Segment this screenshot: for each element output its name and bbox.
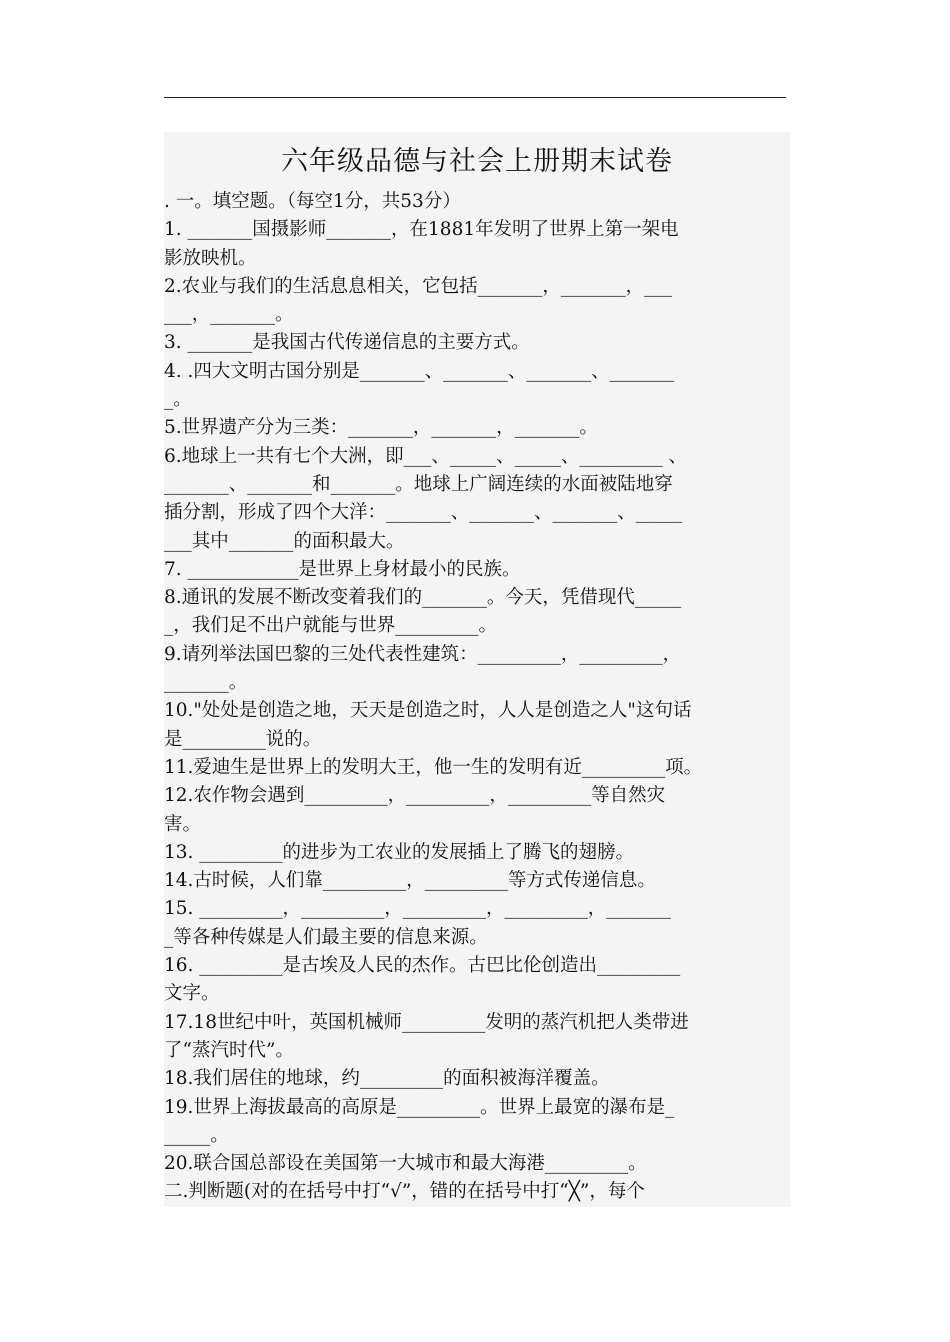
text-line: _，我们足不出户就能与世界_________。 <box>164 615 498 637</box>
text-line: 是_________说的。 <box>164 728 322 750</box>
text-line: . 一。填空题。（每空1分，共53分） <box>164 191 461 212</box>
text-line: 5.世界遗产分为三类：_______，_______，_______。 <box>164 417 598 439</box>
text-line: 了“蒸汽时代”。 <box>164 1039 294 1061</box>
text-line: 10."处处是创造之地，天天是创造之时，人人是创造之人"这句话 <box>164 700 692 722</box>
text-line: 插分割，形成了四个大洋：_______、_______、_______、_____ <box>164 502 683 524</box>
text-line: 15. _________，_________，_________，_________，_______ <box>164 898 672 920</box>
text-line: 6.地球上一共有七个大洲，即___、_____、_____、_________ 、 <box>164 445 688 467</box>
header-rule <box>164 97 786 98</box>
text-line: 7. ____________是世界上身材最小的民族。 <box>164 558 521 580</box>
text-line: 二.判断题(对的在括号中打“√”，错的在括号中打“╳”，每个 <box>164 1181 645 1203</box>
exam-paper <box>164 132 790 1207</box>
text-line: 20.联合国总部设在美国第一大城市和最大海港_________。 <box>164 1153 647 1175</box>
text-line: 16. _________是古埃及人民的杰作。古巴比伦创造出_________ <box>164 955 681 977</box>
text-line: 9.请列举法国巴黎的三处代表性建筑：_________，_________， <box>164 643 682 665</box>
text-line: ___其中_______的面积最大。 <box>164 530 405 552</box>
exam-title: 六年级品德与社会上册期末试卷 <box>281 146 673 177</box>
text-line: 2.农业与我们的生活息息相关，它包括_______，_______，___ <box>164 275 672 297</box>
text-line: 14.古时候，人们靠_________，_________等方式传递信息。 <box>164 870 656 892</box>
text-line: 4. .四大文明古国分别是_______、_______、_______、_______ <box>164 360 675 382</box>
text-line: 害。 <box>164 813 202 835</box>
text-line: ___，_______。 <box>164 304 294 326</box>
text-line: 12.农作物会遇到_________，_________，_________等自然灾 <box>164 785 666 807</box>
text-line: _等各种传媒是人们最主要的信息来源。 <box>164 926 488 948</box>
text-line: 文字。 <box>164 983 220 1005</box>
text-line: 3. _______是我国古代传递信息的主要方式。 <box>164 332 530 354</box>
text-line: _______。 <box>164 672 248 694</box>
text-line: _____。 <box>164 1124 229 1146</box>
text-line: _。 <box>164 389 192 411</box>
text-line: 影放映机。 <box>164 247 257 269</box>
text-line: 13. _________的进步为工农业的发展插上了腾飞的翅膀。 <box>164 841 635 863</box>
text-line: 1. _______国摄影师_______，在1881年发明了世界上第一架电 <box>164 219 679 241</box>
text-line: _______、_______和_______。地球上广阔连续的水面被陆地穿 <box>164 473 673 495</box>
text-line: 11.爱迪生是世界上的发明大王，他一生的发明有近_________项。 <box>164 756 703 778</box>
question-lines <box>164 188 790 1207</box>
text-line: 18.我们居住的地球，约_________的面积被海洋覆盖。 <box>164 1068 610 1090</box>
text-line: 8.通讯的发展不断改变着我们的_______。今天，凭借现代_____ <box>164 587 682 609</box>
text-line: 17.18世纪中叶，英国机械师_________发明的蒸汽机把人类带进 <box>164 1011 689 1033</box>
text-line: 19.世界上海拔最高的高原是_________。世界上最宽的瀑布是_ <box>164 1096 675 1118</box>
